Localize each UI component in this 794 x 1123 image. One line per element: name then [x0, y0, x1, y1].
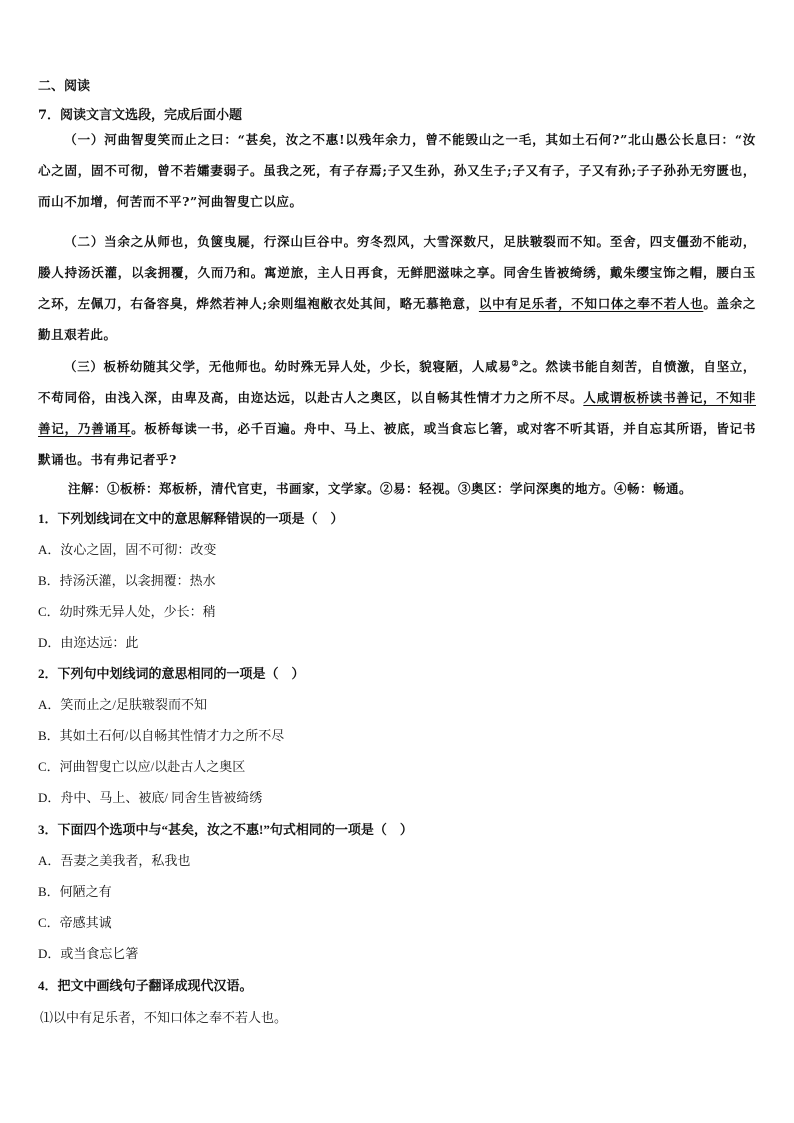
passage-p2-text-b: 。盖余之勤且艰若此。 — [38, 296, 757, 342]
passage-paragraph-1 — [38, 124, 756, 217]
question-1-option-b: B．持汤沃灌，以衾拥覆：热水 — [38, 573, 216, 588]
question-2-option-b: B．其如土石何/以自畅其性情才力之所不尽 — [38, 728, 285, 743]
section-heading: 二、阅读 — [38, 79, 91, 94]
question-1-stem: 1．下列划线词在文中的意思解释错误的一项是（ ） — [38, 511, 344, 526]
passage-notes: 注解：①板桥：郑板桥，清代官吏，书画家，文学家。②易：轻视。③奥区：学问深奥的地方。④畅：畅通。 — [68, 481, 693, 496]
question-2-stem: 2．下列句中划线词的意思相同的一项是（ ） — [38, 666, 305, 681]
question-1-option-d: D．由迩达远：此 — [38, 635, 139, 650]
question-1-option-c: C．幼时殊无异人处，少长：稍 — [38, 604, 216, 619]
passage-p2-underlined: 以中有足乐者，不知口体之奉不若人也 — [478, 296, 704, 311]
question-3-stem: 3．下面四个选项中与“甚矣，汝之不惠!”句式相同的一项是（ ） — [38, 822, 413, 837]
question-3-option-c: C．帝感其诚 — [38, 915, 112, 930]
passage-p3-footnote-mark: ② — [511, 358, 520, 368]
passage-p3-text-c: 。板桥每读一书，必千百遍。舟中、马上、被底，或当食忘匕箸，或对客不听其语，并自忘其所语，皆记书默诵也。书有弗记者乎? — [38, 421, 757, 468]
question-7-title: 7．阅读文言文选段，完成后面小题 — [38, 108, 243, 123]
question-4-stem: 4．把文中画线句子翻译成现代汉语。 — [38, 978, 253, 993]
question-1-option-a: A．汝心之固，固不可彻：改变 — [38, 542, 217, 557]
question-2-option-c: C．河曲智叟亡以应/以赴古人之奥区 — [38, 759, 246, 774]
passage-paragraph-3 — [38, 348, 756, 475]
passage-p3-underlined: 人咸谓板桥读书善记，不知非善记，乃善诵耳 — [38, 390, 756, 437]
passage-p3-text-a: （三）板桥幼随其父学，无他师也。幼时殊无异人处，少长，貌寝陋，人咸易 — [64, 359, 512, 375]
question-3-option-b: B．何陋之有 — [38, 884, 112, 899]
question-4-item-1: ⑴以中有足乐者，不知口体之奉不若人也。 — [40, 1010, 288, 1025]
question-2-option-d: D．舟中、马上、被底/ 同舍生皆被绮绣 — [38, 790, 263, 805]
passage-p2-text-a: （二）当余之从师也，负箧曳屣，行深山巨谷中。穷冬烈风，大雪深数尺，足肤皲裂而不知。至舍，四支僵劲不能动，媵人持汤沃灌，以衾拥覆，久而乃和。寓逆旅，主人日再食，无鲜肥滋味之享。同舍生皆被绮绣，戴朱缨宝饰之帽，腰白玉之环，左佩刀，右备容臭，烨然若神人;余则缊袍敝衣处其间，略无慕艳意， — [38, 234, 756, 311]
question-3-option-a: A．吾妻之美我者，私我也 — [38, 853, 191, 868]
question-3-option-d: D．或当食忘匕箸 — [38, 946, 139, 961]
passage-paragraph-2 — [38, 226, 756, 350]
question-2-option-a: A．笑而止之/足肤皲裂而不知 — [38, 697, 208, 712]
passage-p1-text: （一）河曲智叟笑而止之曰：“甚矣，汝之不惠!以残年余力，曾不能毁山之一毛，其如土石何?”北山愚公长息曰：“汝心之固，固不可彻，曾不若孀妻弱子。虽我之死，有子存焉;子又生孙，孙又生子;子又有子，子又有孙;子子孙孙无穷匮也，而山不加增，何苦而不平?”河曲智叟亡以应。 — [38, 132, 756, 209]
passage-p3-text-b: 之。然读书能自刻苦，自愤激，自坚立，不苟同俗，由浅入深，由卑及高，由迩达远，以赴古人之奥区，以自畅其性情才力之所不尽。 — [38, 359, 756, 406]
